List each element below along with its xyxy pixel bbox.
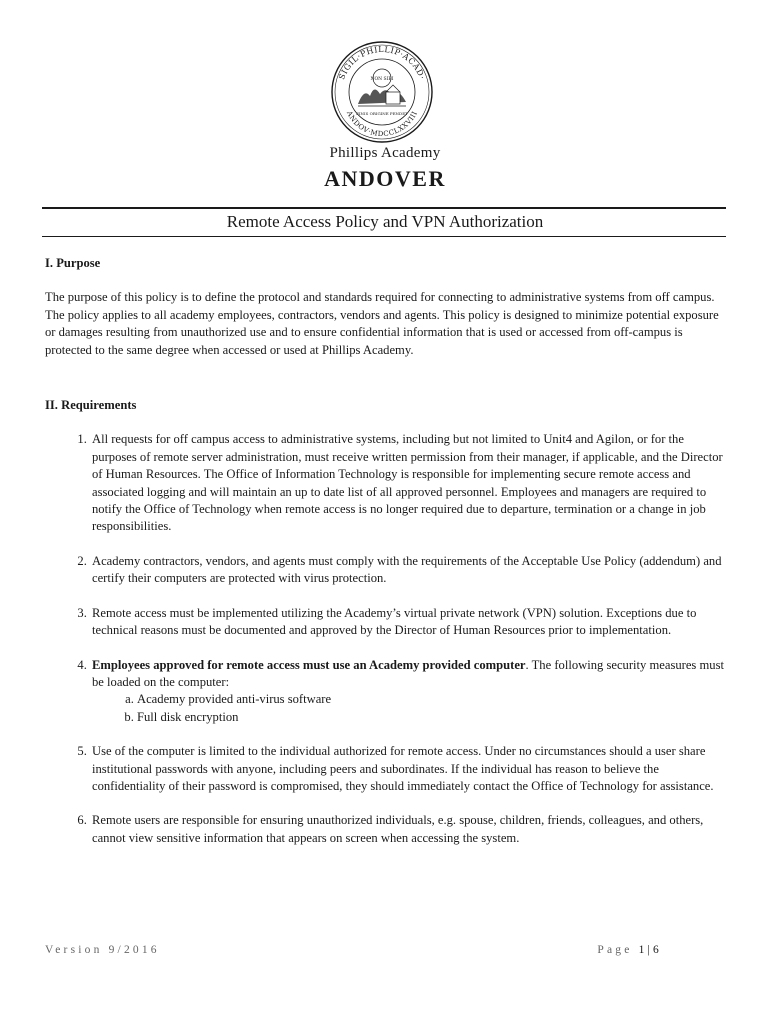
svg-text:NON SIBI: NON SIBI: [370, 77, 394, 82]
list-item-text: . The following security measures must be loaded on the computer:: [92, 657, 724, 689]
requirements-list: [45, 431, 725, 847]
page-label: Page: [597, 944, 633, 956]
page-total: 6: [653, 944, 662, 956]
org-name: Phillips Academy: [329, 145, 441, 161]
list-item-bold-text: Employees approved for remote access must use an Academy provided computer: [92, 657, 526, 672]
title-rule-bottom: [42, 236, 726, 237]
svg-text:ANDOV·MDCCLXXVIII: ANDOV·MDCCLXXVIII: [344, 109, 420, 139]
svg-text:SIGIL·PHILLIP·ACAD·: SIGIL·PHILLIP·ACAD·: [337, 44, 427, 81]
academy-seal-logo: [330, 40, 434, 144]
list-item: 5. Use of the computer is limited to the individual authorized for remote access. Under no circumstances should a user share institutional passwords with anyone, including peers and subordinates. If the individual has reason to believe the confidentiality of their password is compromised, they should immediately contact the Office of Technology for assistance.: [90, 743, 725, 795]
requirements-heading: II. Requirements: [45, 398, 137, 413]
version-footer: Version 9/2016: [45, 944, 160, 956]
svg-text:FINIS ORIGINE PENDET: FINIS ORIGINE PENDET: [356, 111, 408, 116]
list-item: [90, 657, 725, 727]
list-item: 3. Remote access must be implemented utilizing the Academy’s virtual private network (VPN) solution. Exceptions due to technical reasons must be documented and approved by the Director of Human Resources prior to implementation.: [90, 605, 725, 640]
org-name-large: ANDOVER: [324, 166, 446, 191]
list-item: 6. Remote users are responsible for ensuring unauthorized individuals, e.g. spouse, children, friends, colleagues, and others, cannot view sensitive information that appears on screen when accessing the system.: [90, 812, 725, 847]
sub-list: [92, 691, 725, 726]
purpose-heading: I. Purpose: [45, 256, 101, 270]
list-item: 2. Academy contractors, vendors, and agents must comply with the requirements of the Acceptable Use Policy (addendum) and certify their computers are protected with virus protection.: [90, 553, 725, 588]
page-separator: |: [647, 944, 654, 956]
document-title: Remote Access Policy and VPN Authorization: [226, 212, 544, 231]
document-body: [45, 255, 725, 847]
purpose-paragraph: The purpose of this policy is to define the protocol and standards required for connecting to administrative systems from off campus. The policy applies to all academy employees, contractors, vendors and agents. This policy is designed to minimize potential exposure or damages resulting from unauthorized use and to ensure confidential information that is used or accessed from off-campus is protected to the same degree when accessed or used at Phillips Academy.: [45, 290, 719, 357]
list-item: 1. All requests for off campus access to administrative systems, including but not limited to Unit4 and Agilon, or for the purposes of remote server administration, must receive written permission from their manager, if applicable, and the Director of Human Resources. The Office of Information Technology is responsible for implementing secure remote access and associated logging and will maintain an up to date list of all approved personnel. Employees and managers are required to notify the Office of Technology when remote access is no longer required due to departure, termination or a change in job responsibilities.: [90, 431, 725, 535]
page-current: 1: [638, 944, 648, 956]
sub-list-item: a. Academy provided anti-virus software: [137, 691, 725, 708]
title-rule-top: [42, 207, 726, 209]
sub-list-item: b. Full disk encryption: [137, 709, 725, 726]
page-number-footer: [597, 944, 662, 956]
